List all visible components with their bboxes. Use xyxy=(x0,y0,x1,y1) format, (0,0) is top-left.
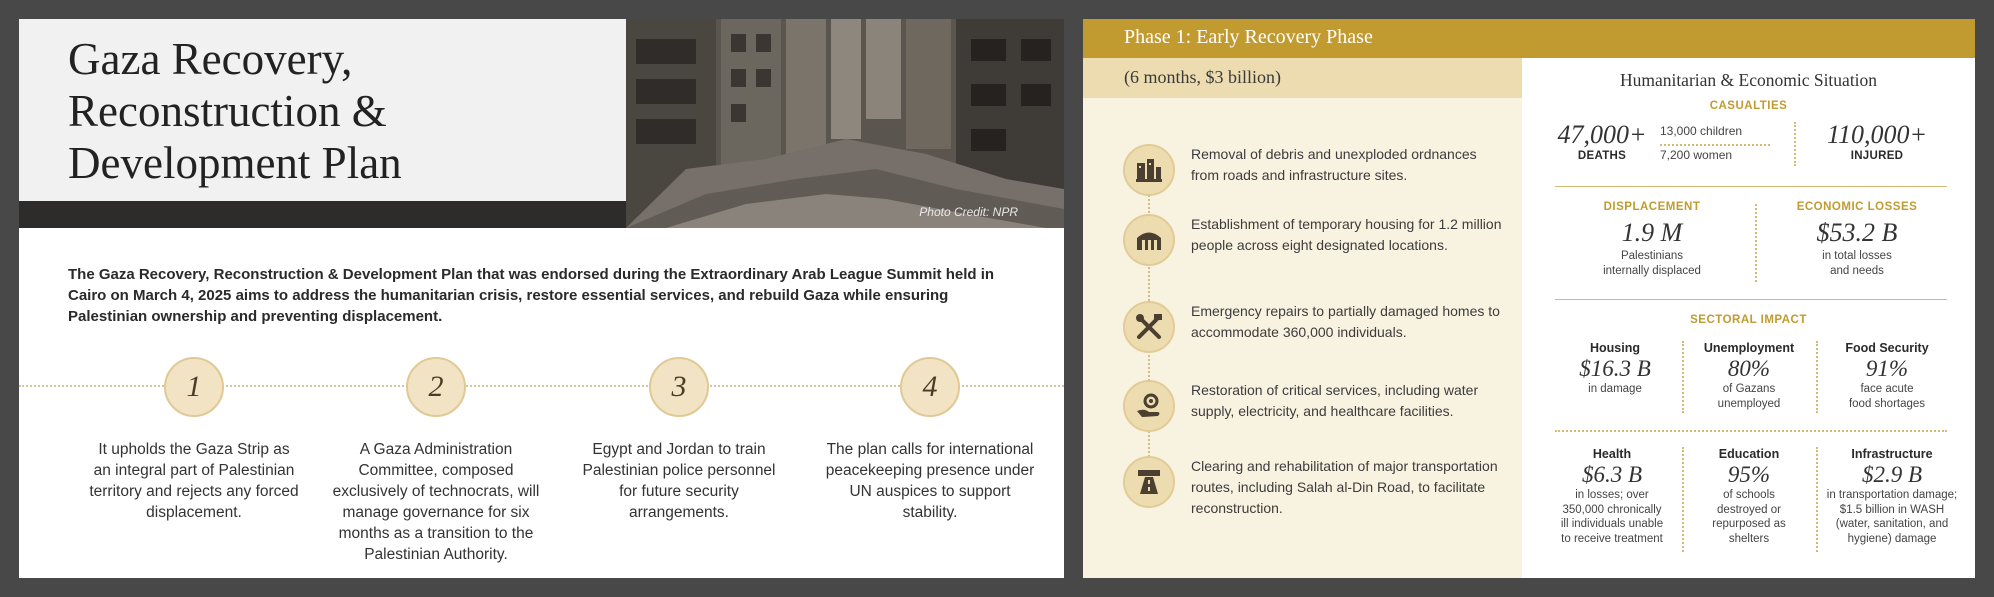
photo-credit: Photo Credit: NPR xyxy=(919,205,1018,219)
sector-note: in losses; over 350,000 chronically ill individuals unable to receive treatment xyxy=(1560,489,1664,545)
sector-note: in damage xyxy=(1588,383,1642,395)
sector-health xyxy=(1542,447,1682,546)
displacement-stat xyxy=(1582,201,1722,279)
sector-value: 95% xyxy=(1727,462,1771,487)
economic-note: in total losses and needs xyxy=(1822,250,1892,277)
step-text: Egypt and Jordan to train Palestinian police personnel for future security arrangements. xyxy=(582,441,776,521)
deaths-breakdown xyxy=(1660,124,1770,163)
rubble-photo xyxy=(626,19,1064,228)
displacement-value: 1.9 M xyxy=(1621,218,1683,247)
hero-banner xyxy=(19,19,1064,228)
step-text: A Gaza Administration Committee, composed exclusively of technocrats, will manage governance for six months as a transition to the Palestinian Authority. xyxy=(332,441,540,563)
stats-column xyxy=(1522,58,1975,578)
step-number: 4 xyxy=(900,357,960,417)
injured-stat xyxy=(1812,120,1942,162)
services-icon xyxy=(1123,380,1175,432)
debris-icon xyxy=(1123,144,1175,196)
action-text: Restoration of critical services, including water supply, electricity, and healthcare facilities. xyxy=(1191,382,1479,419)
action-text: Emergency repairs to partially damaged homes to accommodate 360,000 individuals. xyxy=(1191,303,1500,340)
sector-name: Housing xyxy=(1590,341,1640,355)
sector-value: $16.3 B xyxy=(1579,356,1651,381)
action-text: Establishment of temporary housing for 1.2 million people across eight designated locations. xyxy=(1191,216,1502,253)
children-count: 13,000 children xyxy=(1660,124,1743,138)
action-text: Removal of debris and unexploded ordnances from roads and infrastructure sites. xyxy=(1191,146,1477,183)
injured-label: INJURED xyxy=(1850,150,1904,162)
sector-infrastructure xyxy=(1816,447,1968,546)
step-number: 3 xyxy=(649,357,709,417)
section-divider xyxy=(1555,299,1947,300)
women-count: 7,200 women xyxy=(1660,148,1733,162)
sector-food-security xyxy=(1818,341,1956,411)
step-1 xyxy=(89,357,299,523)
actions-column xyxy=(1083,58,1522,578)
step-2 xyxy=(331,357,541,565)
tools-icon xyxy=(1123,301,1175,353)
phase-header xyxy=(1083,19,1975,58)
intro-paragraph: The Gaza Recovery, Reconstruction & Development Plan that was endorsed during the Extraordinary Arab League Summit held in Cairo on March 4, 2025 aims to address the humanitarian crisis, restore essential services, and rebuild Gaza while ensuring Palestinian ownership and preventing displacement. xyxy=(68,266,995,325)
sectoral-label: SECTORAL IMPACT xyxy=(1690,314,1807,326)
sector-name: Health xyxy=(1592,447,1632,461)
sector-value: 91% xyxy=(1865,356,1909,381)
section-divider xyxy=(1555,186,1947,187)
economic-label: ECONOMIC LOSSES xyxy=(1796,201,1918,213)
sector-housing xyxy=(1550,341,1680,397)
sector-note: of schools destroyed or repurposed as shelters xyxy=(1712,489,1786,545)
step-number: 1 xyxy=(164,357,224,417)
sector-value: $6.3 B xyxy=(1581,462,1643,487)
overview-panel xyxy=(19,19,1064,578)
breakdown-divider xyxy=(1660,144,1770,146)
economic-value: $53.2 B xyxy=(1816,218,1898,247)
sector-note: face acute food shortages xyxy=(1848,383,1926,410)
sector-education xyxy=(1684,447,1814,546)
phase-subtitle: (6 months, $3 billion) xyxy=(1124,67,1281,87)
sector-note: in transportation damage; $1.5 billion in WASH (water, sanitation, and hygiene) damage xyxy=(1826,489,1958,545)
page-title: Gaza Recovery, Reconstruction & Development Plan xyxy=(68,34,402,188)
sector-row-divider xyxy=(1555,430,1947,432)
shelter-icon xyxy=(1123,214,1175,266)
sector-name: Education xyxy=(1718,447,1780,461)
economic-stat xyxy=(1772,201,1942,279)
rubble-photo-illustration xyxy=(626,19,1064,228)
step-4 xyxy=(825,357,1035,523)
phase-title: Phase 1: Early Recovery Phase xyxy=(1124,26,1373,48)
sector-unemployment xyxy=(1684,341,1814,411)
displacement-label: DISPLACEMENT xyxy=(1603,201,1701,213)
displacement-divider xyxy=(1755,204,1757,282)
sector-name: Infrastructure xyxy=(1851,447,1933,461)
sector-value: $2.9 B xyxy=(1861,462,1923,487)
phase-subheader xyxy=(1083,58,1522,98)
deaths-stat xyxy=(1552,120,1652,162)
step-text: The plan calls for international peacekeeping presence under UN auspices to support stability. xyxy=(825,441,1035,521)
displacement-note: Palestinians internally displaced xyxy=(1603,250,1701,277)
casualties-label: CASUALTIES xyxy=(1709,100,1788,112)
action-text: Clearing and rehabilitation of major transportation routes, including Salah al-Din Road, to facilitate reconstruction. xyxy=(1191,458,1498,516)
phase-panel xyxy=(1083,19,1975,578)
step-text: It upholds the Gaza Strip as an integral part of Palestinian territory and rejects any forced displacement. xyxy=(89,441,299,521)
sector-note: of Gazans unemployed xyxy=(1717,383,1781,410)
injured-value: 110,000+ xyxy=(1826,120,1928,149)
sector-name: Food Security xyxy=(1845,341,1929,355)
stats-title: Humanitarian & Economic Situation xyxy=(1619,70,1878,90)
casualties-divider xyxy=(1794,122,1796,166)
deaths-value: 47,000+ xyxy=(1557,120,1647,149)
step-3 xyxy=(574,357,784,523)
step-number: 2 xyxy=(406,357,466,417)
title-box xyxy=(19,19,626,201)
sector-value: 80% xyxy=(1727,356,1771,381)
road-icon xyxy=(1123,456,1175,508)
deaths-label: DEATHS xyxy=(1577,150,1627,162)
sector-name: Unemployment xyxy=(1703,341,1795,355)
